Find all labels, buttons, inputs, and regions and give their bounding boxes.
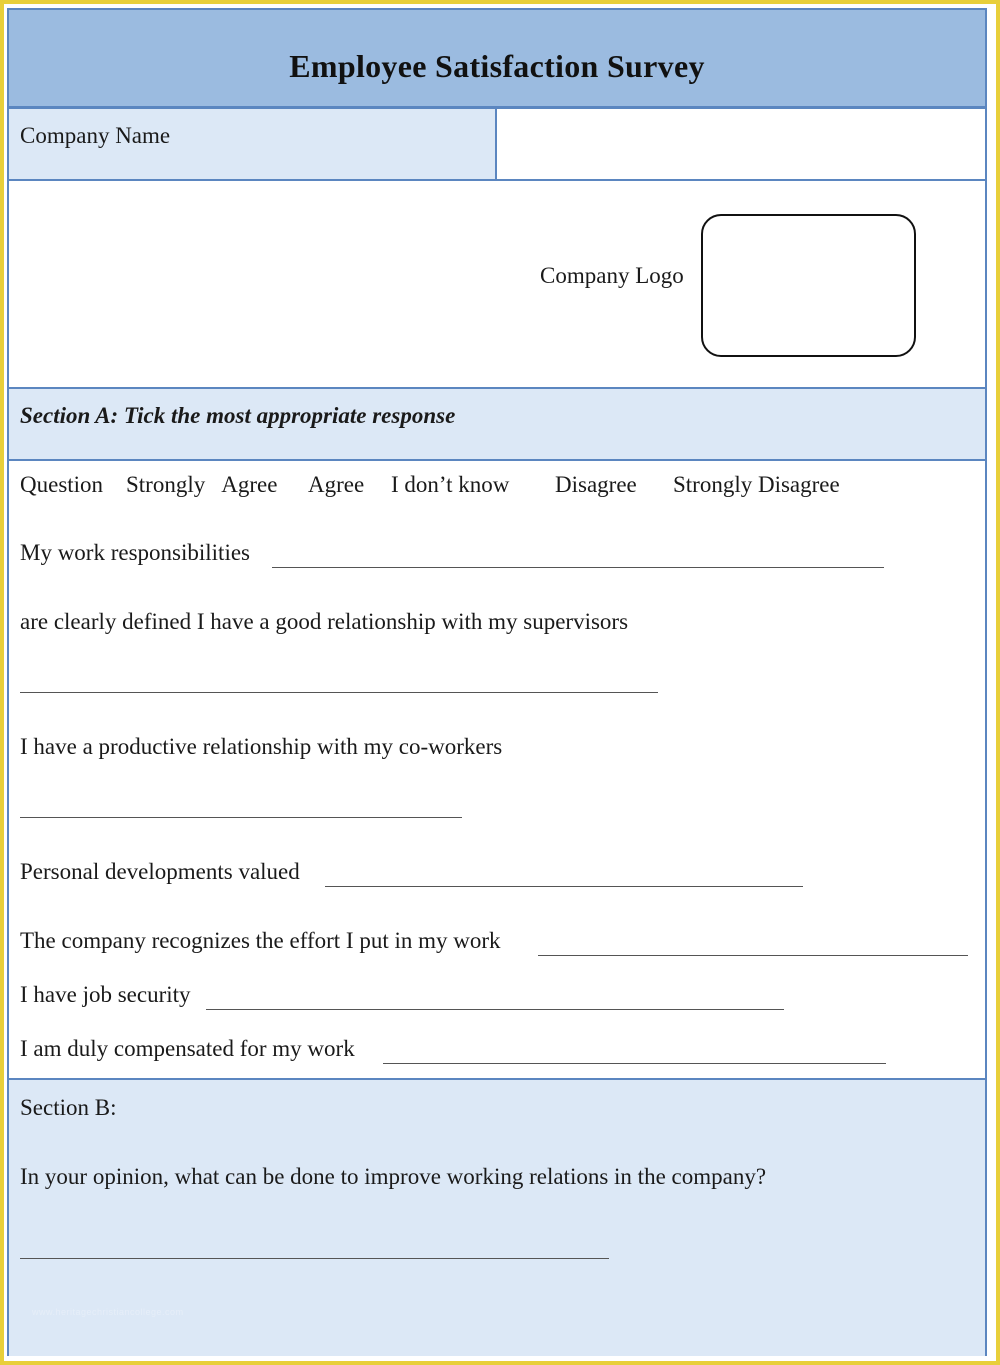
company-name-label: Company Name: [20, 123, 171, 148]
section-b-question: In your opinion, what can be done to improve working relations in the company?: [20, 1164, 767, 1189]
column-dont-know: I don’t know: [391, 472, 510, 497]
column-strongly-disagree: Strongly Disagree: [673, 472, 840, 497]
section-a-band: [9, 387, 985, 461]
column-question: Question: [20, 472, 104, 497]
question-2: are clearly defined I have a good relationship with my supervisors: [20, 609, 629, 634]
company-name-label-cell: [9, 109, 497, 179]
question-4: Personal developments valued: [20, 859, 300, 884]
question-3: I have a productive relationship with my co-workers: [20, 734, 503, 759]
answer-line-6[interactable]: [206, 1009, 784, 1010]
question-7: I am duly compensated for my work: [20, 1036, 355, 1061]
company-logo-box[interactable]: [701, 214, 916, 357]
company-logo-label: Company Logo: [540, 263, 684, 288]
answer-line-3[interactable]: [20, 817, 462, 818]
answer-line-7[interactable]: [383, 1063, 886, 1064]
question-6: I have job security: [20, 982, 191, 1007]
company-row: [9, 109, 985, 181]
section-b-answer-line[interactable]: [20, 1258, 609, 1259]
answer-line-2[interactable]: [20, 692, 658, 693]
column-strongly-agree: Strongly Agree: [126, 472, 278, 497]
answer-line-5[interactable]: [538, 955, 968, 956]
question-5: The company recognizes the effort I put in my work: [20, 928, 501, 953]
survey-form: [7, 8, 987, 1356]
form-title: Employee Satisfaction Survey: [289, 48, 705, 84]
column-agree: Agree: [308, 472, 365, 497]
question-1: My work responsibilities: [20, 540, 250, 565]
answer-line-4[interactable]: [325, 886, 803, 887]
answer-line-1[interactable]: [272, 567, 884, 568]
title-band: [9, 10, 985, 109]
column-disagree: Disagree: [555, 472, 637, 497]
section-a-heading: Section A: Tick the most appropriate response: [20, 403, 456, 428]
watermark: www.heritagechristiancollege.com: [32, 1307, 184, 1317]
company-name-field[interactable]: [497, 109, 985, 179]
section-b-heading: Section B:: [20, 1095, 117, 1120]
